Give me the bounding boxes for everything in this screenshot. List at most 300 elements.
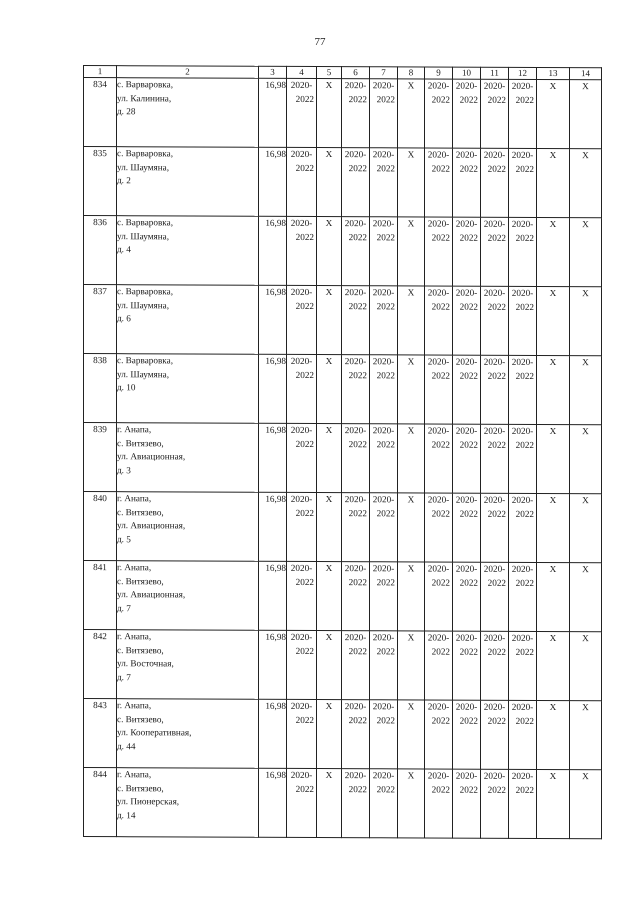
period-cell [287,699,317,768]
period-start: 2020- [511,425,534,436]
period-end: 2022 [515,94,534,105]
address-line: д. 7 [117,671,131,682]
address-cell [117,630,259,700]
row-number: 835 [84,147,117,216]
value-cell: 16,98 [259,354,287,423]
address-cell [117,492,259,562]
period-end: 2022 [487,301,506,312]
period-end: 2022 [348,507,367,518]
mark-cell: X [570,494,602,563]
mark-cell: X [537,355,570,424]
period-start: 2020- [511,563,534,574]
period-end: 2022 [348,438,367,449]
period-cell [509,355,537,424]
mark-cell: X [570,356,602,425]
period-cell [370,700,398,769]
period-cell [425,493,453,562]
period-start: 2020- [344,770,367,781]
period-end: 2022 [295,576,314,587]
address-line: ул. Авиационная, [117,520,186,531]
mark-cell: X [570,218,602,287]
mark-cell: X [537,217,570,286]
address-line: г. Анапа, [117,493,152,504]
table-row [84,561,602,632]
address-line: с. Витязево, [117,575,164,586]
table-body [84,78,602,839]
period-cell [342,424,370,493]
period-start: 2020- [455,80,478,91]
address-line: д. 7 [117,602,131,613]
period-cell [342,631,370,700]
period-end: 2022 [431,784,450,795]
mark-cell: X [537,769,570,838]
period-end: 2022 [295,231,314,242]
address-line: ул. Шаумяна, [117,368,170,379]
period-cell [509,562,537,631]
period-start: 2020- [344,563,367,574]
period-end: 2022 [295,162,314,173]
period-cell [453,355,481,424]
mark-cell: X [537,493,570,562]
address-cell [117,561,259,631]
table-row [84,216,602,287]
mark-cell: X [570,80,602,149]
address-line: г. Анапа, [117,769,152,780]
table-row [84,147,602,218]
mark-cell: X [317,148,342,217]
period-end: 2022 [348,714,367,725]
period-end: 2022 [515,163,534,174]
address-cell [117,354,259,424]
period-start: 2020- [427,632,450,643]
period-cell [287,561,317,630]
period-cell [287,285,317,354]
period-start: 2020- [344,494,367,505]
period-end: 2022 [487,439,506,450]
period-end: 2022 [376,231,395,242]
period-cell [342,148,370,217]
period-start: 2020- [511,701,534,712]
period-end: 2022 [376,714,395,725]
period-end: 2022 [459,715,478,726]
address-line: г. Анапа, [117,631,152,642]
column-header-4: 4 [287,66,317,78]
period-end: 2022 [431,577,450,588]
period-cell [453,79,481,148]
address-line: г. Анапа, [117,424,152,435]
address-line: д. 10 [117,382,136,393]
mark-cell: X [570,770,602,839]
period-start: 2020- [427,80,450,91]
period-end: 2022 [515,715,534,726]
period-end: 2022 [459,577,478,588]
period-end: 2022 [487,577,506,588]
period-cell [370,79,398,148]
period-end: 2022 [431,163,450,174]
period-start: 2020- [290,217,313,229]
period-cell [370,217,398,286]
address-line: ул. Шаумяна, [117,161,170,172]
address-line: с. Варваровка, [117,79,173,90]
period-start: 2020- [372,287,395,298]
address-cell [117,216,259,286]
column-header-3: 3 [259,66,287,78]
table-row [84,768,602,839]
address-cell [117,768,259,838]
period-end: 2022 [515,646,534,657]
period-end: 2022 [431,508,450,519]
mark-cell: X [537,700,570,769]
value-cell: 16,98 [259,699,287,768]
period-end: 2022 [431,232,450,243]
address-cell [117,285,259,355]
mark-cell: X [317,79,342,148]
period-start: 2020- [483,80,506,91]
period-cell [342,355,370,424]
address-line: с. Витязево, [117,437,164,448]
period-start: 2020- [483,356,506,367]
period-end: 2022 [515,784,534,795]
period-cell [370,493,398,562]
period-cell [481,769,509,838]
mark-cell: X [317,700,342,769]
address-line: д. 2 [117,175,131,186]
period-cell [509,769,537,838]
period-start: 2020- [511,356,534,367]
period-start: 2020- [483,149,506,160]
period-end: 2022 [459,232,478,243]
period-cell [453,631,481,700]
period-start: 2020- [455,494,478,505]
period-cell [509,700,537,769]
mark-cell: X [398,286,425,355]
address-line: с. Витязево, [117,782,164,793]
period-start: 2020- [455,563,478,574]
mark-cell: X [398,493,425,562]
period-start: 2020- [483,632,506,643]
period-cell [453,217,481,286]
period-cell [481,217,509,286]
mark-cell: X [570,425,602,494]
period-start: 2020- [427,563,450,574]
period-cell [287,354,317,423]
period-start: 2020- [455,632,478,643]
period-start: 2020- [290,493,313,505]
address-line: д. 14 [117,809,136,820]
mark-cell: X [537,79,570,148]
mark-cell: X [317,631,342,700]
period-end: 2022 [295,369,314,380]
period-end: 2022 [515,577,534,588]
table-row [84,423,602,494]
row-number: 843 [84,699,117,768]
period-cell [287,423,317,492]
mark-cell: X [570,287,602,356]
period-cell [481,493,509,562]
address-line: д. 3 [117,464,131,475]
period-start: 2020- [290,148,313,160]
period-start: 2020- [455,218,478,229]
row-number: 844 [84,768,117,837]
period-end: 2022 [376,783,395,794]
address-line: с. Варваровка, [117,217,173,228]
mark-cell: X [398,424,425,493]
column-header-13: 13 [537,67,570,79]
period-cell [287,492,317,561]
period-start: 2020- [372,770,395,781]
period-end: 2022 [376,369,395,380]
row-number: 839 [84,423,117,492]
table-row [84,699,602,770]
address-line: ул. Кооперативная, [117,727,192,738]
address-line: д. 4 [117,244,131,255]
period-end: 2022 [431,646,450,657]
period-end: 2022 [295,783,314,794]
period-cell [425,562,453,631]
mark-cell: X [570,149,602,218]
period-end: 2022 [515,301,534,312]
period-cell [509,148,537,217]
period-cell [425,286,453,355]
period-start: 2020- [372,218,395,229]
period-end: 2022 [459,784,478,795]
period-cell [425,631,453,700]
column-header-11: 11 [481,67,509,79]
period-start: 2020- [290,562,313,574]
period-start: 2020- [455,701,478,712]
period-cell [370,769,398,838]
period-start: 2020- [372,80,395,91]
period-start: 2020- [483,218,506,229]
period-start: 2020- [344,356,367,367]
period-start: 2020- [483,425,506,436]
period-end: 2022 [459,94,478,105]
period-start: 2020- [290,424,313,436]
period-end: 2022 [348,645,367,656]
period-end: 2022 [295,507,314,518]
period-start: 2020- [427,425,450,436]
period-end: 2022 [348,231,367,242]
address-cell [117,423,259,493]
mark-cell: X [570,701,602,770]
period-cell [287,216,317,285]
period-start: 2020- [290,769,313,781]
period-end: 2022 [431,715,450,726]
period-cell [453,493,481,562]
period-end: 2022 [376,507,395,518]
period-end: 2022 [487,715,506,726]
column-header-8: 8 [398,67,425,79]
period-end: 2022 [348,162,367,173]
period-start: 2020- [511,632,534,643]
period-end: 2022 [487,232,506,243]
period-start: 2020- [483,770,506,781]
mark-cell: X [537,631,570,700]
period-cell [287,630,317,699]
period-start: 2020- [427,494,450,505]
period-end: 2022 [515,232,534,243]
column-header-6: 6 [342,67,370,79]
value-cell: 16,98 [259,78,287,147]
address-line: ул. Калинина, [117,92,172,103]
period-start: 2020- [344,287,367,298]
period-start: 2020- [427,149,450,160]
period-cell [509,217,537,286]
period-start: 2020- [455,770,478,781]
period-cell [509,424,537,493]
period-end: 2022 [459,646,478,657]
period-cell [370,355,398,424]
period-cell [370,286,398,355]
mark-cell: X [317,217,342,286]
period-end: 2022 [295,714,314,725]
period-end: 2022 [487,508,506,519]
column-header-12: 12 [509,67,537,79]
period-end: 2022 [431,439,450,450]
address-line: ул. Восточная, [117,658,174,669]
mark-cell: X [537,286,570,355]
value-cell: 16,98 [259,768,287,837]
address-line: г. Анапа, [117,700,152,711]
address-line: ул. Пионерская, [117,796,180,807]
mark-cell: X [317,355,342,424]
period-cell [370,148,398,217]
period-start: 2020- [483,494,506,505]
mark-cell: X [317,424,342,493]
address-cell [117,699,259,769]
period-start: 2020- [427,356,450,367]
mark-cell: X [317,493,342,562]
period-start: 2020- [290,631,313,643]
period-cell [453,562,481,631]
mark-cell: X [317,562,342,631]
period-start: 2020- [344,218,367,229]
mark-cell: X [317,286,342,355]
address-line: с. Витязево, [117,506,164,517]
period-cell [453,286,481,355]
address-line: с. Варваровка, [117,148,173,159]
period-cell [453,769,481,838]
period-cell [481,562,509,631]
period-end: 2022 [376,645,395,656]
period-end: 2022 [348,300,367,311]
mark-cell: X [570,632,602,701]
period-start: 2020- [372,632,395,643]
period-cell [425,424,453,493]
mark-cell: X [537,562,570,631]
address-cell [117,78,259,148]
period-end: 2022 [459,301,478,312]
mark-cell: X [398,700,425,769]
page-number: 77 [314,36,326,48]
period-cell [481,148,509,217]
period-start: 2020- [344,149,367,160]
mark-cell: X [537,148,570,217]
period-end: 2022 [487,370,506,381]
period-cell [370,424,398,493]
period-start: 2020- [372,149,395,160]
column-header-10: 10 [453,67,481,79]
period-cell [453,148,481,217]
mark-cell: X [398,631,425,700]
period-cell [370,562,398,631]
mark-cell: X [537,424,570,493]
table-row [84,492,602,563]
period-end: 2022 [376,438,395,449]
address-cell [117,147,259,217]
period-cell [481,286,509,355]
period-end: 2022 [376,300,395,311]
table-row [84,354,602,425]
period-start: 2020- [483,287,506,298]
table-row [84,78,602,149]
period-cell [342,562,370,631]
period-cell [509,631,537,700]
period-start: 2020- [511,80,534,91]
period-start: 2020- [290,286,313,298]
period-start: 2020- [511,770,534,781]
period-start: 2020- [427,287,450,298]
register-table [83,65,602,839]
period-end: 2022 [487,784,506,795]
value-cell: 16,98 [259,630,287,699]
table-row [84,630,602,701]
row-number: 834 [84,78,117,147]
period-start: 2020- [372,356,395,367]
period-cell [342,700,370,769]
address-line: ул. Шаумяна, [117,299,170,310]
period-end: 2022 [295,93,314,104]
period-end: 2022 [459,439,478,450]
address-line: д. 44 [117,740,136,751]
period-cell [287,78,317,147]
period-end: 2022 [376,162,395,173]
period-cell [509,493,537,562]
period-cell [453,424,481,493]
period-cell [509,79,537,148]
address-line: с. Витязево, [117,644,164,655]
address-line: с. Варваровка, [117,355,173,366]
value-cell: 16,98 [259,216,287,285]
period-end: 2022 [348,783,367,794]
mark-cell: X [398,217,425,286]
address-line: г. Анапа, [117,562,152,573]
period-start: 2020- [372,701,395,712]
period-end: 2022 [431,301,450,312]
period-start: 2020- [483,563,506,574]
period-end: 2022 [348,576,367,587]
row-number: 842 [84,630,117,699]
value-cell: 16,98 [259,561,287,630]
period-end: 2022 [459,508,478,519]
period-cell [342,769,370,838]
value-cell: 16,98 [259,492,287,561]
period-start: 2020- [511,287,534,298]
column-header-9: 9 [425,67,453,79]
period-cell [342,217,370,286]
period-cell [425,79,453,148]
period-cell [425,355,453,424]
period-cell [342,286,370,355]
period-end: 2022 [459,163,478,174]
period-start: 2020- [372,494,395,505]
address-line: д. 6 [117,313,131,324]
period-start: 2020- [344,701,367,712]
period-cell [370,631,398,700]
period-start: 2020- [511,149,534,160]
period-end: 2022 [487,646,506,657]
period-end: 2022 [431,94,450,105]
